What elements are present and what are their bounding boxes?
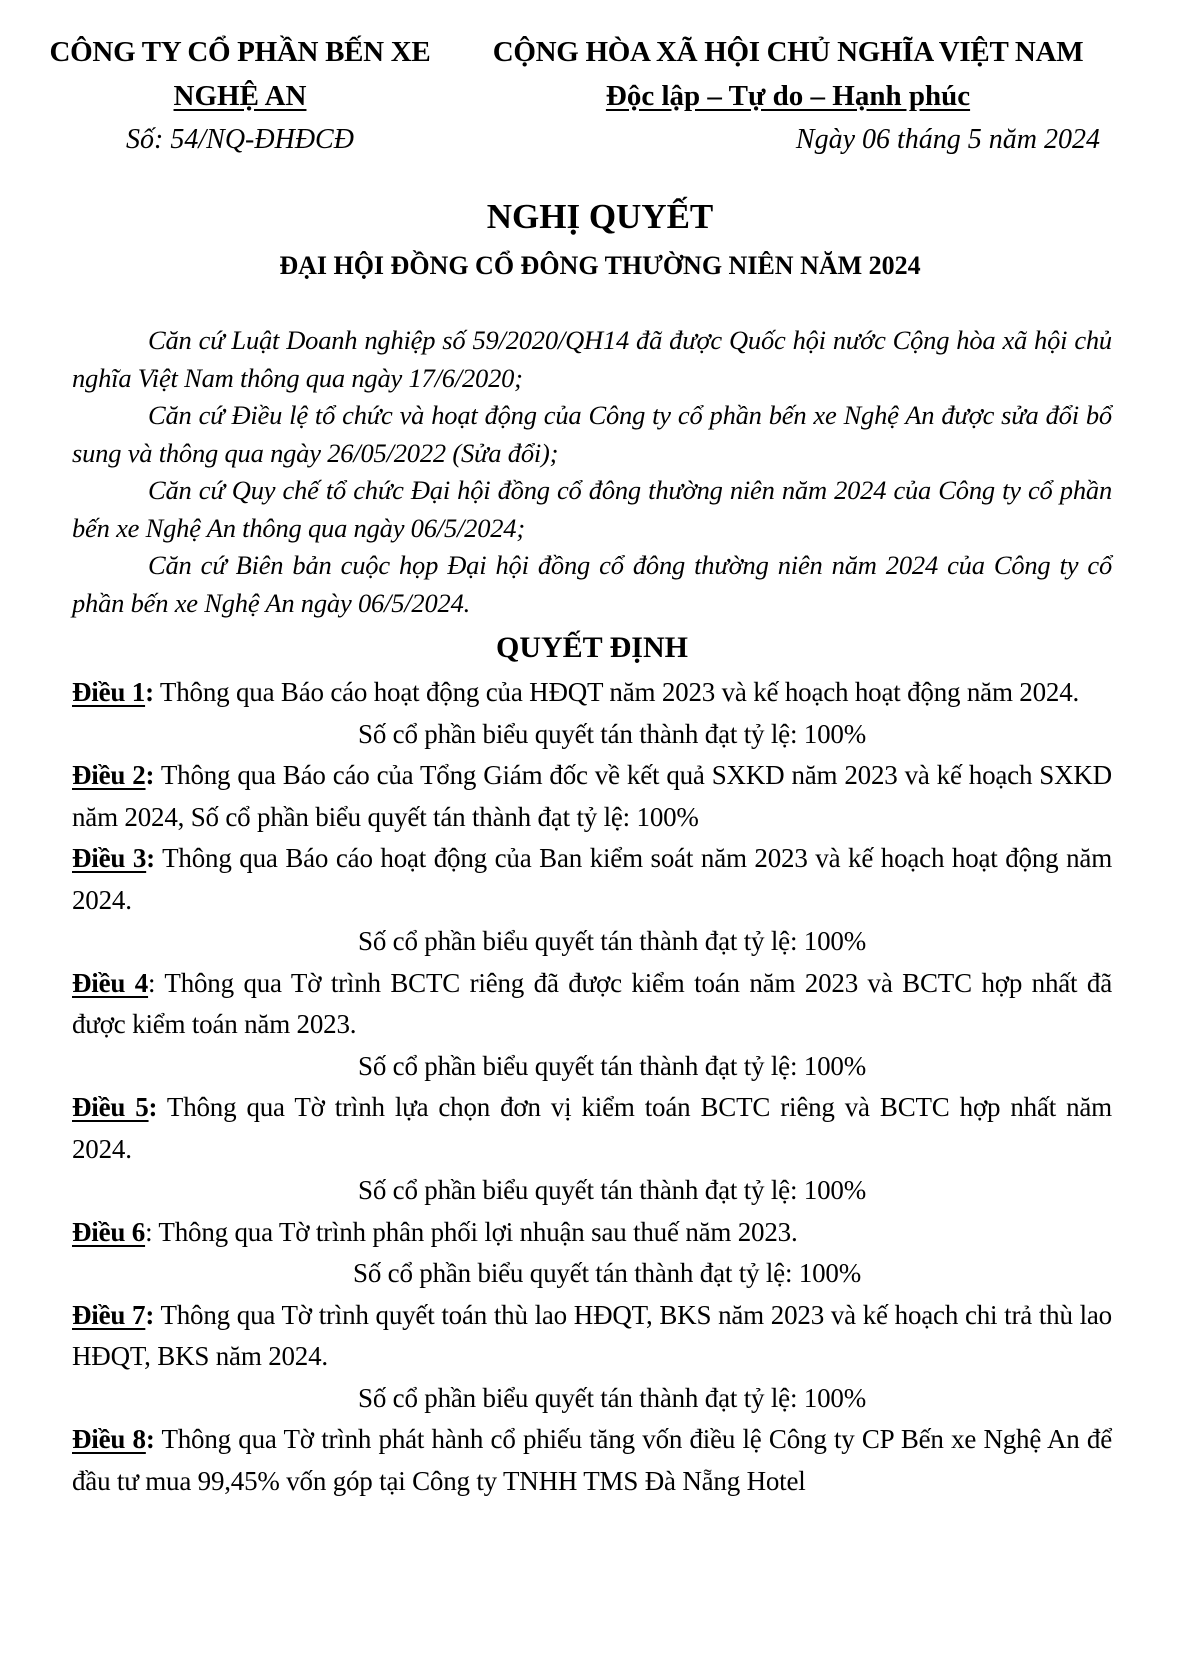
decision-heading: QUYẾT ĐỊNH xyxy=(496,631,688,664)
article-text: Thông qua Tờ trình BCTC riêng đã được kiểm toán năm 2023 và BCTC hợp nhất đã được kiểm toán năm 2023. xyxy=(72,967,1112,1039)
vote-result: Số cổ phần biểu quyết tán thành đạt tỷ lệ: 100% xyxy=(358,1050,866,1081)
article-7 xyxy=(72,1295,1112,1378)
vote-result: Số cổ phần biểu quyết tán thành đạt tỷ lệ: 100% xyxy=(353,1258,861,1288)
article-label: Điều 6 xyxy=(72,1216,146,1247)
document-header xyxy=(0,30,1200,160)
legal-basis-item: Căn cứ Điều lệ tổ chức và hoạt động của Công ty cổ phần bến xe Nghệ An được sửa đổi bổ sung và thông qua ngày 26/05/2022 (Sửa đổi); xyxy=(72,400,1112,468)
document-body xyxy=(72,322,1112,1502)
legal-basis-section xyxy=(72,322,1112,622)
article-label: Điều 8 xyxy=(72,1424,146,1454)
article-label: Điều 7 xyxy=(72,1299,146,1330)
article-colon: : xyxy=(145,1216,153,1247)
article-text: Thông qua Tờ trình phát hành cổ phiếu tăng vốn điều lệ Công ty CP Bến xe Nghệ An để đầu tư mua 99,45% vốn góp tại Công ty TNHH TMS Đà Nẵng Hotel xyxy=(72,1424,1112,1496)
article-colon: : xyxy=(145,1299,155,1330)
document-subtitle: ĐẠI HỘI ĐỒNG CỔ ĐÔNG THƯỜNG NIÊN NĂM 2024 xyxy=(279,251,921,280)
article-5 xyxy=(72,1087,1112,1170)
article-text: Thông qua Tờ trình phân phối lợi nhuận sau thuế năm 2023. xyxy=(152,1216,798,1247)
national-motto: Độc lập – Tự do – Hạnh phúc xyxy=(605,80,971,112)
article-label: Điều 5 xyxy=(72,1092,149,1122)
vote-result: Số cổ phần biểu quyết tán thành đạt tỷ lệ: 100% xyxy=(358,1382,866,1413)
reference-number: Số: 54/NQ-ĐHĐCĐ xyxy=(126,124,354,155)
article-text: Thông qua Báo cáo hoạt động của Ban kiểm soát năm 2023 và kế hoạch hoạt động năm 2024. xyxy=(72,843,1112,915)
vote-result: Số cổ phần biểu quyết tán thành đạt tỷ lệ: 100% xyxy=(358,718,866,749)
article-4 xyxy=(72,963,1112,1046)
document-title: NGHỊ QUYẾT xyxy=(486,197,714,236)
articles-section xyxy=(72,672,1112,1502)
company-name-line2: NGHỆ AN xyxy=(173,80,307,112)
country-name: CỘNG HÒA XÃ HỘI CHỦ NGHĨA VIỆT NAM xyxy=(492,36,1084,68)
article-8 xyxy=(72,1419,1112,1502)
article-label: Điều 1 xyxy=(72,677,146,707)
article-colon: : xyxy=(148,1092,158,1122)
issuer-block xyxy=(40,30,440,162)
national-header-block xyxy=(478,30,1098,118)
company-name-line1: CÔNG TY CỔ PHẦN BẾN XE xyxy=(49,36,431,68)
article-1 xyxy=(72,672,1112,714)
article-text: Thông qua Báo cáo hoạt động của HĐQT năm 2023 và kế hoạch hoạt động năm 2024. xyxy=(153,677,1080,707)
article-2 xyxy=(72,755,1112,838)
article-colon: : xyxy=(146,843,155,873)
legal-basis-item: Căn cứ Biên bản cuộc họp Đại hội đồng cổ đông thường niên năm 2024 của Công ty cổ phần bến xe Nghệ An ngày 06/5/2024. xyxy=(72,550,1112,618)
vote-result: Số cổ phần biểu quyết tán thành đạt tỷ lệ: 100% xyxy=(358,926,866,956)
article-3 xyxy=(72,838,1112,921)
article-label: Điều 2 xyxy=(72,760,146,790)
legal-basis-item: Căn cứ Quy chế tổ chức Đại hội đồng cổ đông thường niên năm 2024 của Công ty cổ phần bến xe Nghệ An thông qua ngày 06/5/2024; xyxy=(72,475,1112,543)
article-label: Điều 4 xyxy=(72,967,149,998)
article-colon: : xyxy=(148,967,156,998)
issue-date: Ngày 06 tháng 5 năm 2024 xyxy=(795,124,1100,155)
article-colon: : xyxy=(145,760,155,790)
legal-basis-item: Căn cứ Luật Doanh nghiệp số 59/2020/QH14 đã được Quốc hội nước Cộng hòa xã hội chủ nghĩa Việt Nam thông qua ngày 17/6/2020; xyxy=(72,325,1112,393)
article-text: Thông qua Tờ trình lựa chọn đơn vị kiểm toán BCTC riêng và BCTC hợp nhất năm 2024. xyxy=(72,1092,1112,1164)
article-colon: : xyxy=(145,1424,155,1454)
article-colon: : xyxy=(145,677,154,707)
vote-result: Số cổ phần biểu quyết tán thành đạt tỷ lệ: 100% xyxy=(358,1175,866,1205)
article-text: Thông qua Tờ trình quyết toán thù lao HĐQT, BKS năm 2023 và kế hoạch chi trả thù lao HĐQT, BKS năm 2024. xyxy=(72,1299,1112,1371)
article-text: Thông qua Báo cáo của Tổng Giám đốc về kết quả SXKD năm 2023 và kế hoạch SXKD năm 2024, Số cổ phần biểu quyết tán thành đạt tỷ lệ: 100% xyxy=(72,760,1112,832)
article-label: Điều 3 xyxy=(72,843,147,873)
article-6 xyxy=(72,1212,1112,1254)
